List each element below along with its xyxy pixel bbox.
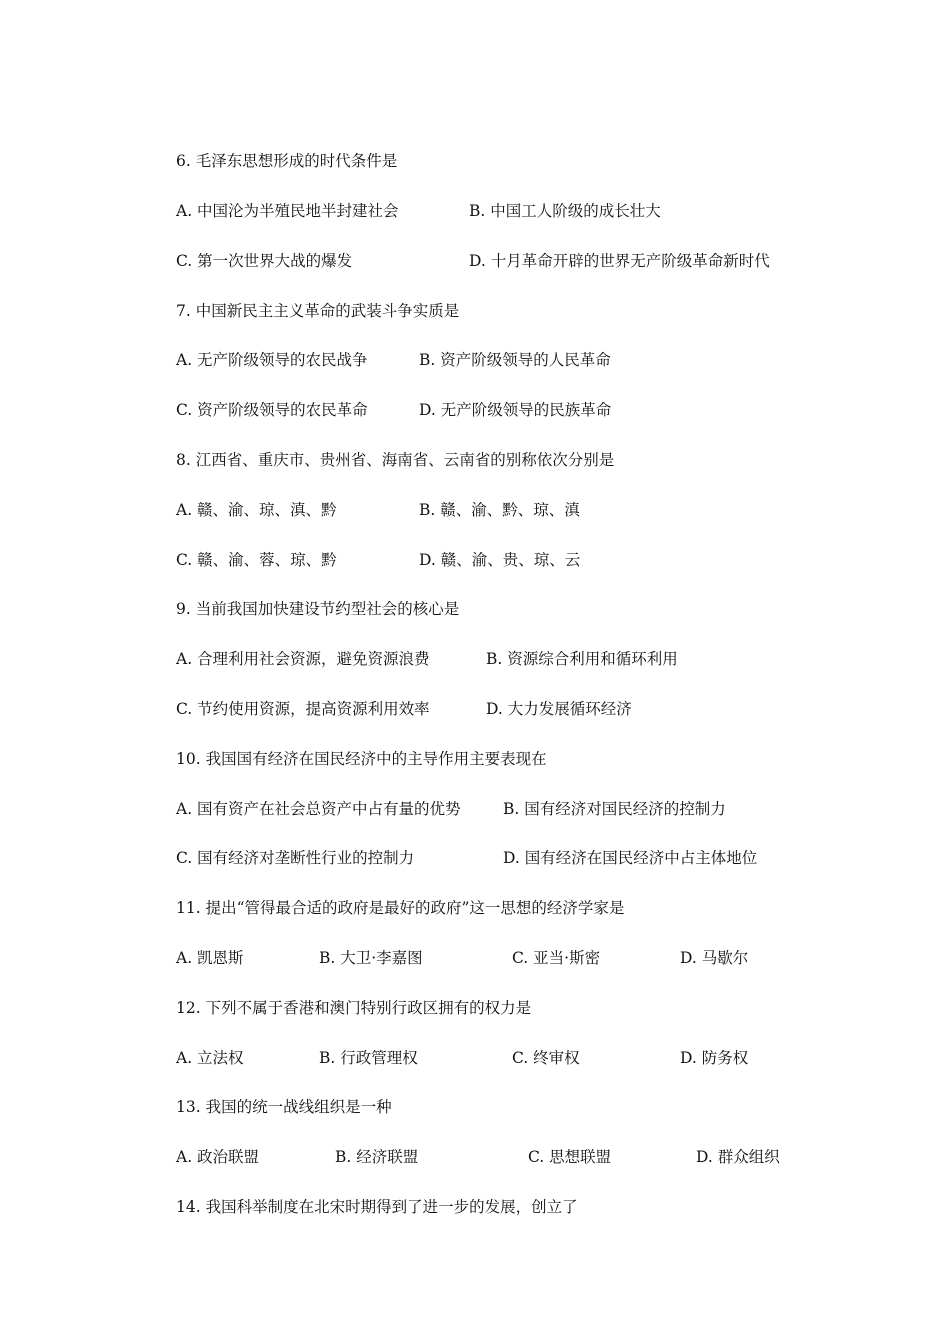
question-13-option-a: A. 政治联盟	[176, 1148, 260, 1166]
question-13-stem: 13. 我国的统一战线组织是一种	[176, 1098, 392, 1116]
question-7-option-a: A. 无产阶级领导的农民战争	[176, 351, 368, 369]
question-12-option-d: D. 防务权	[680, 1049, 749, 1067]
question-6-option-a: A. 中国沦为半殖民地半封建社会	[176, 202, 399, 220]
question-8-option-c: C. 赣、渝、蓉、琼、黔	[176, 551, 337, 569]
question-12-stem: 12. 下列不属于香港和澳门特别行政区拥有的权力是	[176, 999, 532, 1017]
question-8-option-b: B. 赣、渝、黔、琼、滇	[419, 501, 580, 519]
question-10-option-b: B. 国有经济对国民经济的控制力	[503, 800, 726, 818]
question-7-stem: 7. 中国新民主主义革命的武装斗争实质是	[176, 302, 460, 320]
question-12-option-b: B. 行政管理权	[319, 1049, 418, 1067]
question-10-option-a: A. 国有资产在社会总资产中占有量的优势	[176, 800, 461, 818]
question-8-stem: 8. 江西省、重庆市、贵州省、海南省、云南省的别称依次分别是	[176, 451, 615, 469]
question-13-option-b: B. 经济联盟	[335, 1148, 419, 1166]
question-12-option-c: C. 终审权	[512, 1049, 580, 1067]
question-10-stem: 10. 我国国有经济在国民经济中的主导作用主要表现在	[176, 750, 547, 768]
question-6-stem: 6. 毛泽东思想形成的时代条件是	[176, 152, 398, 170]
question-11-option-d: D. 马歇尔	[680, 949, 749, 967]
question-11-option-c: C. 亚当·斯密	[512, 949, 601, 967]
question-6-option-d: D. 十月革命开辟的世界无产阶级革命新时代	[469, 252, 770, 270]
question-9-option-d: D. 大力发展循环经济	[486, 700, 632, 718]
question-7-option-d: D. 无产阶级领导的民族革命	[419, 401, 612, 419]
question-8-option-a: A. 赣、渝、琼、滇、黔	[176, 501, 337, 519]
question-13-option-d: D. 群众组织	[696, 1148, 780, 1166]
question-12-option-a: A. 立法权	[176, 1049, 244, 1067]
question-10-option-c: C. 国有经济对垄断性行业的控制力	[176, 849, 415, 867]
question-7-option-c: C. 资产阶级领导的农民革命	[176, 401, 368, 419]
question-9-option-b: B. 资源综合利用和循环利用	[486, 650, 678, 668]
question-14-stem: 14. 我国科举制度在北宋时期得到了进一步的发展，创立了	[176, 1198, 578, 1216]
question-9-option-a: A. 合理利用社会资源，避免资源浪费	[176, 650, 430, 668]
question-6-option-b: B. 中国工人阶级的成长壮大	[469, 202, 661, 220]
question-11-option-a: A. 凯恩斯	[176, 949, 244, 967]
question-9-option-c: C. 节约使用资源，提高资源利用效率	[176, 700, 430, 718]
question-11-option-b: B. 大卫·李嘉图	[319, 949, 423, 967]
question-11-stem: 11. 提出“管得最合适的政府是最好的政府”这一思想的经济学家是	[176, 899, 625, 917]
question-9-stem: 9. 当前我国加快建设节约型社会的核心是	[176, 600, 460, 618]
question-13-option-c: C. 思想联盟	[528, 1148, 612, 1166]
question-6-option-c: C. 第一次世界大战的爆发	[176, 252, 353, 270]
question-7-option-b: B. 资产阶级领导的人民革命	[419, 351, 611, 369]
question-10-option-d: D. 国有经济在国民经济中占主体地位	[503, 849, 758, 867]
question-8-option-d: D. 赣、渝、贵、琼、云	[419, 551, 581, 569]
